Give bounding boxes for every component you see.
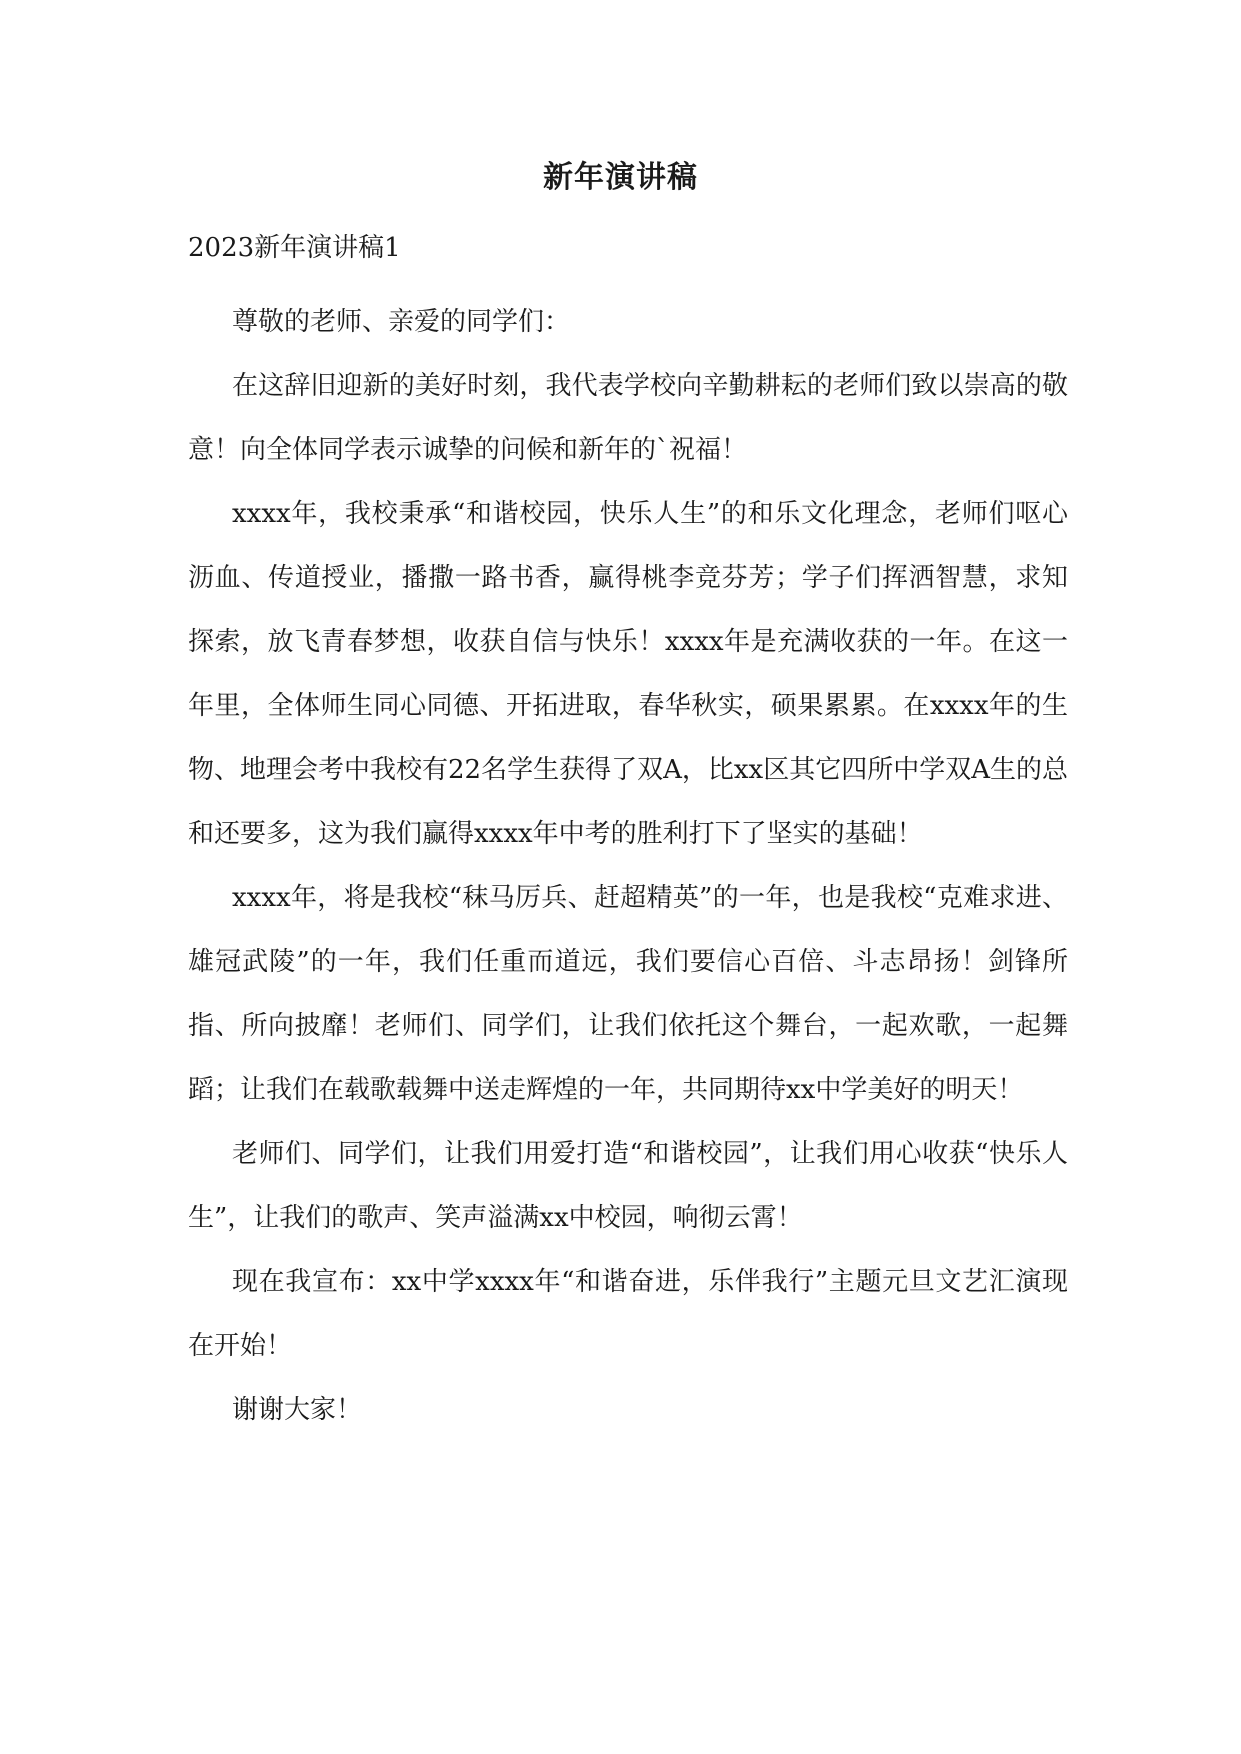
document-body <box>188 290 1068 1442</box>
paragraph-greeting: 在这辞旧迎新的美好时刻，我代表学校向辛勤耕耘的老师们致以崇高的敬意！向全体同学表示诚挚的问候和新年的`祝福！ <box>188 371 1068 465</box>
document-title: 新年演讲稿 <box>543 160 698 195</box>
paragraph-review: xxxx年，我校秉承“和谐校园，快乐人生”的和乐文化理念，老师们呕心沥血、传道授业，播撒一路书香，赢得桃李竞芬芳；学子们挥洒智慧，求知探索，放飞青春梦想，收获自信与快乐！xxxx年是充满收获的一年。在这一年里，全体师生同心同德、开拓进取，春华秋实，硕果累累。在xxxx年的生物、地理会考中我校有22名学生获得了双A，比xx区其它四所中学双A生的总和还要多，这为我们赢得xxxx年中考的胜利打下了坚实的基础！ <box>188 499 1068 849</box>
paragraph-salutation: 尊敬的老师、亲爱的同学们： <box>232 307 571 337</box>
paragraph-announcement: 现在我宣布：xx中学xxxx年“和谐奋进，乐伴我行”主题元旦文艺汇演现在开始！ <box>188 1267 1068 1361</box>
paragraph-thanks: 谢谢大家！ <box>232 1395 363 1425</box>
paragraph-outlook: xxxx年，将是我校“秣马厉兵、赶超精英”的一年，也是我校“克难求进、雄冠武陵”的一年，我们任重而道远，我们要信心百倍、斗志昂扬！剑锋所指、所向披靡！老师们、同学们，让我们依托这个舞台，一起欢歌，一起舞蹈；让我们在载歌载舞中送走辉煌的一年，共同期待xx中学美好的明天！ <box>188 883 1068 1105</box>
paragraph-call: 老师们、同学们，让我们用爱打造“和谐校园”，让我们用心收获“快乐人生”，让我们的歌声、笑声溢满xx中校园，响彻云霄！ <box>188 1139 1068 1233</box>
document-subtitle: 2023新年演讲稿1 <box>188 233 401 263</box>
